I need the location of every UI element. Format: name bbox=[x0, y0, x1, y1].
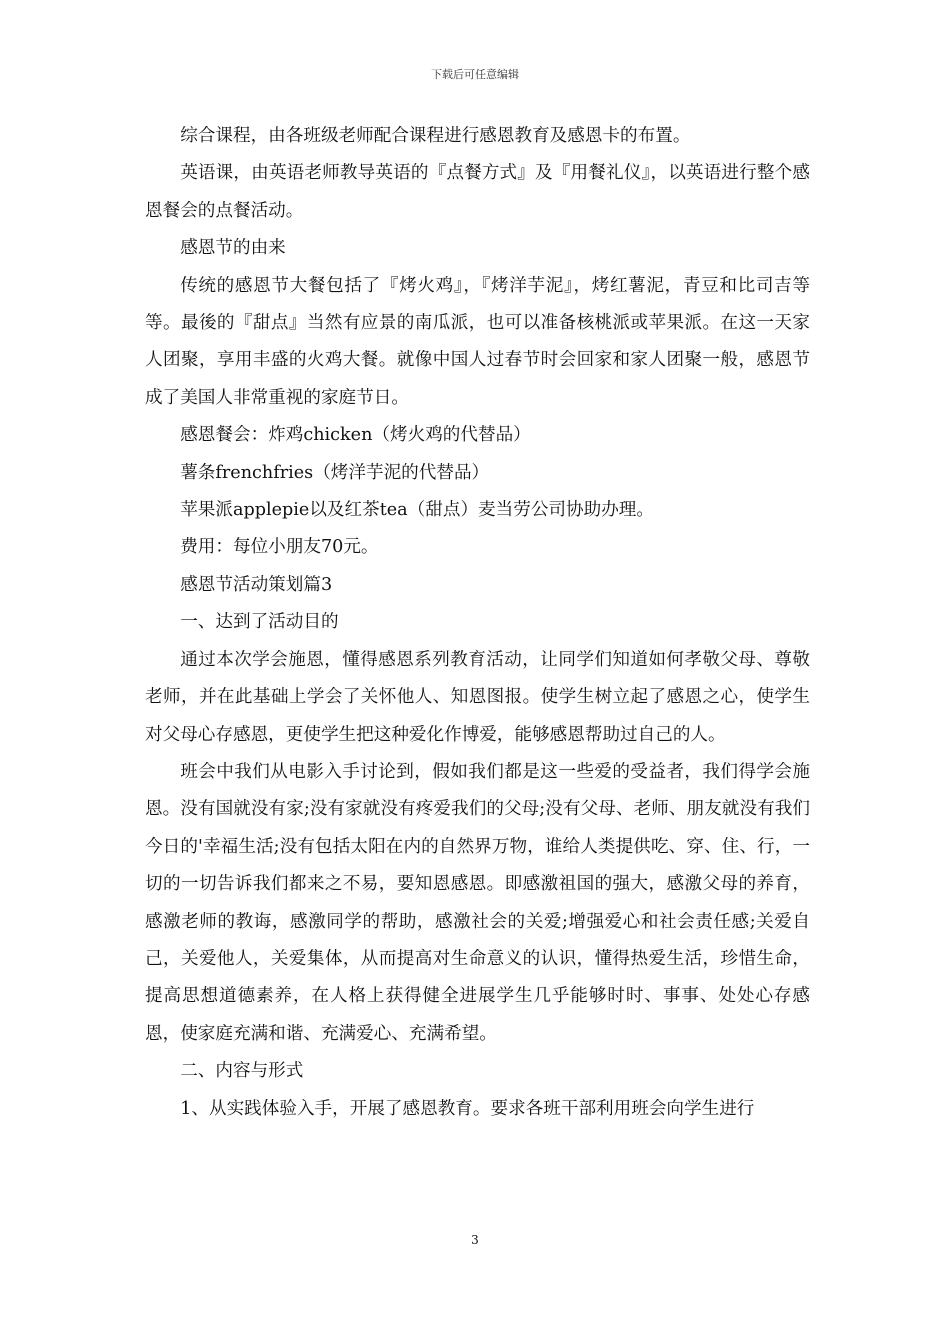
paragraph: 1、从实践体验入手，开展了感恩教育。要求各班干部利用班会向学生进行 bbox=[180, 1098, 755, 1119]
section-heading: 二、内容与形式 bbox=[180, 1061, 304, 1082]
page-number: 3 bbox=[471, 1233, 479, 1247]
paragraph: 费用：每位小朋友70元。 bbox=[180, 537, 379, 558]
paragraph: 薯条frenchfries（烤洋芋泥的代替品） bbox=[180, 462, 490, 483]
paragraph: 传统的感恩节大餐包括了『烤火鸡』，『烤洋芋泥』，烤红薯泥，青豆和比司吉等等。最後的『甜点』当然有应景的南瓜派，也可以准备核桃派或苹果派。在这一天家人团聚，享用丰盛的火鸡大餐。就像中国人过春节时会回家和家人团聚一般，感恩节成了美国人非常重视的家庭节日。 bbox=[145, 275, 810, 408]
section-heading: 感恩节的由来 bbox=[180, 238, 286, 259]
page-header: 下载后可任意编辑 bbox=[431, 68, 519, 81]
paragraph: 感恩餐会：炸鸡chicken（烤火鸡的代替品） bbox=[180, 425, 531, 446]
paragraph: 英语课，由英语老师教导英语的『点餐方式』及『用餐礼仪』，以英语进行整个感恩餐会的点餐活动。 bbox=[145, 163, 810, 221]
section-heading: 感恩节活动策划篇3 bbox=[180, 574, 333, 595]
paragraph: 班会中我们从电影入手讨论到，假如我们都是这一些爱的受益者，我们得学会施恩。没有国就没有家;没有家就没有疼爱我们的父母;没有父母、老师、朋友就没有我们今日的'幸福生活;没有包括太阳在内的自然界万物，谁给人类提供吃、穿、住、行，一切的一切告诉我们都来之不易，要知恩感恩。即感激祖国的强大，感激父母的养育，感激老师的教诲，感激同学的帮助，感激社会的关爱;增强爱心和社会责任感;关爱自己，关爱他人，关爱集体，从而提高对生命意义的认识，懂得热爱生活，珍惜生命，提高思想道德素养，在人格上获得健全进展学生几乎能够时时、事事、处处心存感恩，使家庭充满和谐、充满爱心、充满希望。 bbox=[145, 761, 810, 1044]
document-body bbox=[145, 118, 810, 1128]
paragraph: 苹果派applepie以及红茶tea（甜点）麦当劳公司协助办理。 bbox=[180, 500, 654, 521]
paragraph: 综合课程，由各班级老师配合课程进行感恩教育及感恩卡的布置。 bbox=[180, 126, 691, 146]
section-heading: 一、达到了活动目的 bbox=[180, 612, 339, 633]
paragraph: 通过本次学会施恩，懂得感恩系列教育活动，让同学们知道如何孝敬父母、尊敬老师，并在此基础上学会了关怀他人、知恩图报。使学生树立起了感恩之心，使学生对父母心存感恩，更使学生把这种爱化作博爱，能够感恩帮助过自己的人。 bbox=[145, 649, 810, 745]
